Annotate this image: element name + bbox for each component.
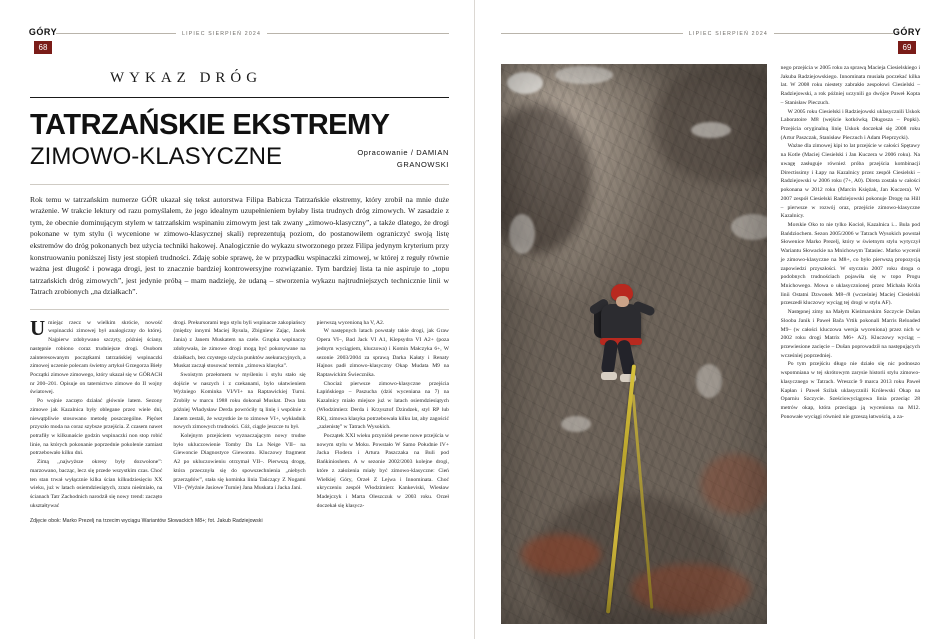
paragraph: pierwszą wycenioną ha V, A2. [316, 319, 385, 326]
photo-caption: Zdjęcie obok: Marko Prezelj na trzecim wyciągu Wariantów Słowackich M8+; fot. Jakub Radziejowski [30, 518, 263, 525]
masthead-logo: GÓRY [892, 27, 922, 37]
page-number-left: 68 [34, 41, 53, 54]
left-column-3 [317, 319, 449, 511]
paragraph: Morskie Oko to nie tylko Kocioł, Kazalnica i... Bula pod Bańdziochem. Sezon 2005/2006 w Tatrach Wysokich powstał Słowenice Marko Prezelj, który w świetnym stylu wytyczył Wariantu Słowackie na Mnichowym Tatasiec. Marko wycenił je zimowo-klasyczne na M8+, co było pierwszą propozycją zapowiedzi przyszłości. W styczniu 2007 roku droga o podobnych trudnościach pojawiła się w topo Progu Mnichowego. Mowa o uklasycznionej przez Michała Króla linii Ostatni Dzwonek M8–/8 (wcześniej Maciej Ciesielski przeszedł kluczowy wyciąg tej drogi w stylu AF). [780, 221, 920, 307]
right-page [475, 0, 950, 639]
left-folio-group [30, 28, 56, 54]
right-text-column [781, 64, 920, 624]
right-folio-group [894, 28, 920, 54]
paragraph: Zimą ,,najwyższe okresy były dozwolone”: marzowano, bacząc, lecz się przede wszystkim czas. Choć ten stan trwał wyłącznie kilka ścian kilkudziesięciu XX wieku, już w latach osiemdziesiątych, zrazu nieśmiało, na ścianach Tatr Zachodnich narodził się nowy trend: zaczęto ukształtywać [30, 459, 163, 509]
masthead-logo: GÓRY [28, 27, 58, 37]
byline-line-2: GRANOWSKI [396, 159, 449, 169]
paragraph: Ważne dla zimowej kipi to lat przejście w całości Spętawy na Kotle (Maciej Ciesielski i Jan Kuczera w 2006 roku). Na uwagę zasługuje również próba przejścia kombinacji Directissimy i Łapy na Kazalnicy przez zespół Ciesielski – Radziejowski w 2006 roku (7+, A0). Direta została w całości pokonana w 2012 roku (Marcin Księżak, Jan Kuczera). W 2007 zespół Ciesielski Radziejowski pokonuje Drogę na Hill – pierwsze w rozwój oraz, przejście zimowo-klasyczne Kazalnicy. [780, 143, 920, 220]
kicker-rule [30, 97, 449, 98]
article-subtitle: ZIMOWO-KLASYCZNE [30, 143, 283, 171]
paragraph: Kolejnym przejściem wyznaczającym nowy trudne było ukluczowienie Tomby Da La Neige VII– na Giewoncie Diagnostyce Giewonto. Kluczowy fragment A2 po ukluczowieniu otrzymał VII–. Pierwszą drogę, która przecznyła się do spowszechnienia „niebych przerządów”, stała się kominka linia Tańczący Z Nogami VII– (Wyżnie Jasiowe Turnie) Jana Muskata i Jacka Jani. [173, 432, 306, 492]
paragraph: nego przejścia w 2005 roku za sprawą Macieja Ciesielskiego i Jakuba Radziejowskiego. Innominata musiała poczekać kilka lat. W 2008 roku niestety zabrakło zespołowi Ciesielski – Radziejowski, a rok później uczynili go dwójce Paweł Kopta – Stanisław Pieczuch. [780, 65, 921, 106]
section-kicker: WYKAZ DRÓG [110, 70, 263, 86]
climbing-photo [501, 64, 767, 624]
page-number-right: 69 [898, 41, 917, 54]
issue-date-right: LIPIEC SIERPIEŃ 2024 [683, 31, 774, 37]
running-head-rule [501, 31, 894, 37]
paragraph: Następnej zimy na Małym Kieżmarskim Szczycie Dušan Slooba Janik i Paweł Bača Vrtik pokonali Marris Reloaded M9– (w całości kluczowa wersja wyceniona) przez nich w 2002 roku drogi Matrix M6+ A2). Kluczowy wyciąg – przewiesione zacięcie – Dušan poprowadził na następujących wcześniej poprzedniej. [780, 309, 920, 359]
paragraph: W 2005 roku Ciesielski i Radziejowski uklasycznili Uskok Laboratoire M8 (wejście kotkówką Długosza – Popki). Przejścia oryginalną linię Uskok doczekał się 2008 roku (Artur Paszczak, Stanisław Pieczuch i Adam Pieprzycki). [780, 108, 920, 141]
left-column-1 [30, 315, 163, 511]
paragraph: Swoistym przełomem w myśleniu i stylu stało się dojście w naszych i z czekanami, bylo ułatwieniem Wyżniego Kominka VI/VI+ na Raptawickiej Turni. Zrobiły w marcu 1988 roku dokonał Muskat. Dwa lata później Władysław Derda powróciły tą linię i wspólnie z Janem zestali, że wszystkie że to zimowe VI+, wykładnik nowych zimowych trudności. Cóż, ciągle jeszcze tu był. [173, 371, 306, 431]
paragraph: Po tym przejściu długo nie działo się nic podnoszo wspomniana w tej skrótowym zarysie historii stylu zimowo-klasycznego w Tatrach. Wreszcie 9 marca 2013 roku Paweł Kapłan i Paweł Szilak uklasycznili Królewski Okap na Oparniu Szczycie. Sześciowyciągowa linia przeciąc 28 metrów okap, która przeciąga ją wyceniona na M12. Ponowałe wyciągi również nie grzeszą łatwością, a za- [780, 361, 920, 420]
photo-vignette [501, 64, 767, 624]
left-running-head [30, 28, 449, 54]
issue-date-left: LIPIEC SIERPIEŃ 2024 [176, 31, 267, 37]
left-column-2 [173, 319, 305, 511]
paragraph: Chociaż pierwsze zimowo-klasyczne przejścia Łapińskiego – Paszucha (dziś wyceniana na 7) na Kazalnicy miało miejsce już w latach osiemdziesiątych (Włodzimierz Derda i Krzysztof Dzindzek, styl RP lub RK), zimowa klasyka potrzebowała kilku lat, aby zagościć „zażenistę” w Tatrach Wysokich. [316, 380, 449, 431]
photo-image [501, 64, 767, 624]
article-title: TATRZAŃSKIE EKSTREMY [30, 109, 390, 141]
paragraph: Umiejąc rzecz w wielkim skrócie, nowość wspinaczki zimowej był analogiczny do której. Najpierw zdobywano szczyty, później ściany, następnie robiono coraz trudniejsze drogi. Osobom zainteresowanym początkami tatrzańskiej wspinaczki zimowej uczenie polecam świetny artykuł Grzegorza Bieły Początki zimowe zimowego, który ukazał się w GÓRACH nr 200–201. Opisuje on taternictwo zimowe do II wojny światowej. [30, 315, 163, 396]
left-body-columns [30, 309, 449, 511]
paragraph: W następnych latach powstały takie drogi, jak Graw Opera VI–, Bad Jack VI A1, Klepsydra VI A2+ (poza jednym wyciągiem, kluczowa) i Komin Małczyka 6+, W sezonie 2003/2004 za sprawą Darka Kałaty i Renaty Hajnos padł zimowo-klasyczny Okap Mudata M9 na Raptawickim Świecznika. [316, 328, 449, 378]
paragraph: drogi. Prekursorami tego stylu byli wspinacze zakopiańscy (między innymi Maciej Rysula, Zbigniew Zając, Jacek Jania) z Janem Muskatem na czele. Grupka wspinaczy zdobywała, że zimowe drogi mogą być pokonywane na działkach, bez czystego użycia punktów asekuracyjnych, a Muskat zaczął stosować termin „zimowa klasyka”. [173, 319, 306, 370]
running-head-rule [56, 31, 449, 37]
right-running-head [501, 28, 920, 54]
article-lead: Rok temu w tatrzańskim numerze GÓR ukazał się tekst autorstwa Filipa Babicza Tatrzańskie ekstremy, który zrobił na mnie duże wrażenie. W trakcie lektury od razu pomyślałem, że jego idealnym uzupełnieniem byłaby lista trudnych dróg zimowych. W zasadzie z tym, że obecnie dominującym stylem w tatrzańskim wspinaniu zimowym jest tak zwany „zimowo-klasyczny”, a także dlatego, że drogi pokonane w tym stylu (i wycenione w zimowo-klasycznej skali) reprezentują poziom, do postanowiłem ograniczyć swoją listę ekstremów do dróg pokonanych bez użycia techniki hakowej. Analogicznie do wykazu stworzonego przez Filipa jedynym kryterium przy konstruowaniu poniższej listy jest stopień trudności. Zdaję sobie sprawę, że w przypadku wspinaczki zimowej, w której z reguły równie ważna jest długość i powaga drogi, jest to znacznie bardziej kontrowersyjne rozwiązanie. Tym bardziej lista ta nie aspiruje to „topu tatrzańskich dróg zimowych”, jest jedynie próbą – mam nadzieję, że udaną – stworzenia wykazu najtrudniejszych technicznie linii w Tatrach zrobionych „na działkach”. [30, 184, 449, 298]
paragraph: Po wojnie zaczęto działać głównie latem. Sezony zimowe jak Kazalnica były oblegane przez wiele dni, niewątpliwie stosowano metodę poszczególne. Pięćset przyszło moda na coraz szybsze przejścia. Z czasem nawet potrafiły w kilkunaście godzin wspinaczki non stop robić linie, na których pokonanie poprzednie pokolenie zamiast potrzebowało kilku dni. [30, 398, 163, 457]
byline-line-1: Opracowanie / DAMIAN [357, 148, 449, 158]
right-content [501, 64, 920, 624]
paragraph: Początek XXI wieku przyniósł pewne nowe przejścia w nowym stylu w Moku. Powstało W Samo Południe IV+ Jacka Flodera i Artura Paszczaka na Buli pod Bańkinioshem. A w sezonie 2002/2003 kolejne drogi, które z założenia miały być zimowo-klasyczne: Cień Wielkiej Góry, Orzeł Z Lejwa i Innominata. Choć ukryczeniu zespół Włodzimierz Kankeviski, Wiesław Madejczyk i Marta Oleszczuk w 2003 roku. Orzeł doczekał się klasycz- [316, 432, 449, 509]
